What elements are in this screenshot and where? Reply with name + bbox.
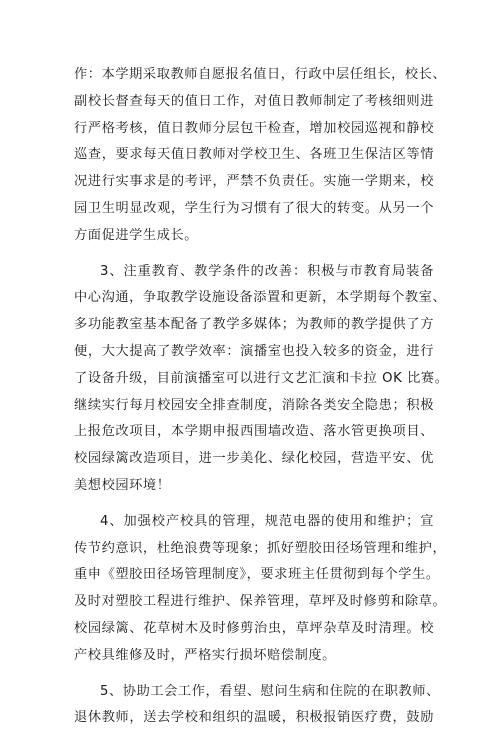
text-line: 上报危改项目，本学期申报西围墙改造、落水管更换项目、: [74, 424, 434, 440]
text-line: 传节约意识，杜绝浪费等现象；抓好塑胶田径场管理和维护，: [74, 540, 447, 556]
text-line: 继续实行每月校园安全排查制度，消除各类安全隐患；积极: [74, 397, 434, 413]
paragraph-gap: [74, 500, 434, 509]
text-line: 产校具维修及时，严格实行损坏赔偿制度。: [74, 647, 336, 663]
text-line: 行严格考核，值日教师分层包干检查，增加校园巡视和静校: [74, 120, 434, 136]
text-line: 园卫生明显改观，学生行为习惯有了很大的转变。从另一个: [74, 200, 434, 216]
text-line: 美想校园环境！: [74, 477, 171, 493]
text-line: 退休教师，送去学校和组织的温暖，积极报销医疗费，鼓励: [74, 710, 434, 726]
text-line: 中心沟通，争取教学设施设备添置和更新，本学期每个教室、: [74, 290, 447, 306]
text-line: 便，大大提高了教学效率：演播室也投入较多的资金，进行: [74, 343, 434, 359]
text-line: 校园绿篱、花草树木及时修剪治虫，草坪杂草及时清理。校: [74, 620, 434, 636]
text-line: 校园绿篱改造项目，进一步美化、绿化校园，营造平安、优: [74, 451, 434, 467]
text-line: 方面促进学生成长。: [74, 227, 199, 243]
text-line: 副校长督查每天的值日工作，对值日教师制定了考核细则进: [74, 93, 434, 109]
text-line: 了设备升级，目前演播室可以进行文艺汇演和卡拉 OK 比赛。: [74, 370, 449, 386]
text-line: 多功能教室基本配备了教学多媒体；为教师的教学提供了方: [74, 317, 434, 333]
text-line: 4、加强校产校具的管理，规范电器的使用和维护；宣: [100, 513, 434, 529]
text-line: 3、注重教育、教学条件的改善：积极与市教育局装备: [100, 263, 434, 279]
text-line: 巡查，要求每天值日教师对学校卫生、各班卫生保洁区等情: [74, 147, 434, 163]
paragraph-gap: [74, 250, 434, 259]
text-line: 况进行实事求是的考评，严禁不负责任。实施一学期来，校: [74, 174, 434, 190]
body-text: [74, 62, 449, 732]
text-line: 作：本学期采取教师自愿报名值日，行政中层任组长，校长、: [74, 67, 447, 82]
text-line: 及时对塑胶工程进行维护、保养管理，草坪及时修剪和除草。: [74, 594, 447, 610]
paragraph-gap: [74, 670, 434, 679]
text-line: 重申《塑胶田径场管理制度》，要求班主任贯彻到每个学生。: [74, 567, 440, 583]
text-line: 5、协助工会工作，看望、慰问生病和住院的在职教师、: [100, 683, 440, 699]
